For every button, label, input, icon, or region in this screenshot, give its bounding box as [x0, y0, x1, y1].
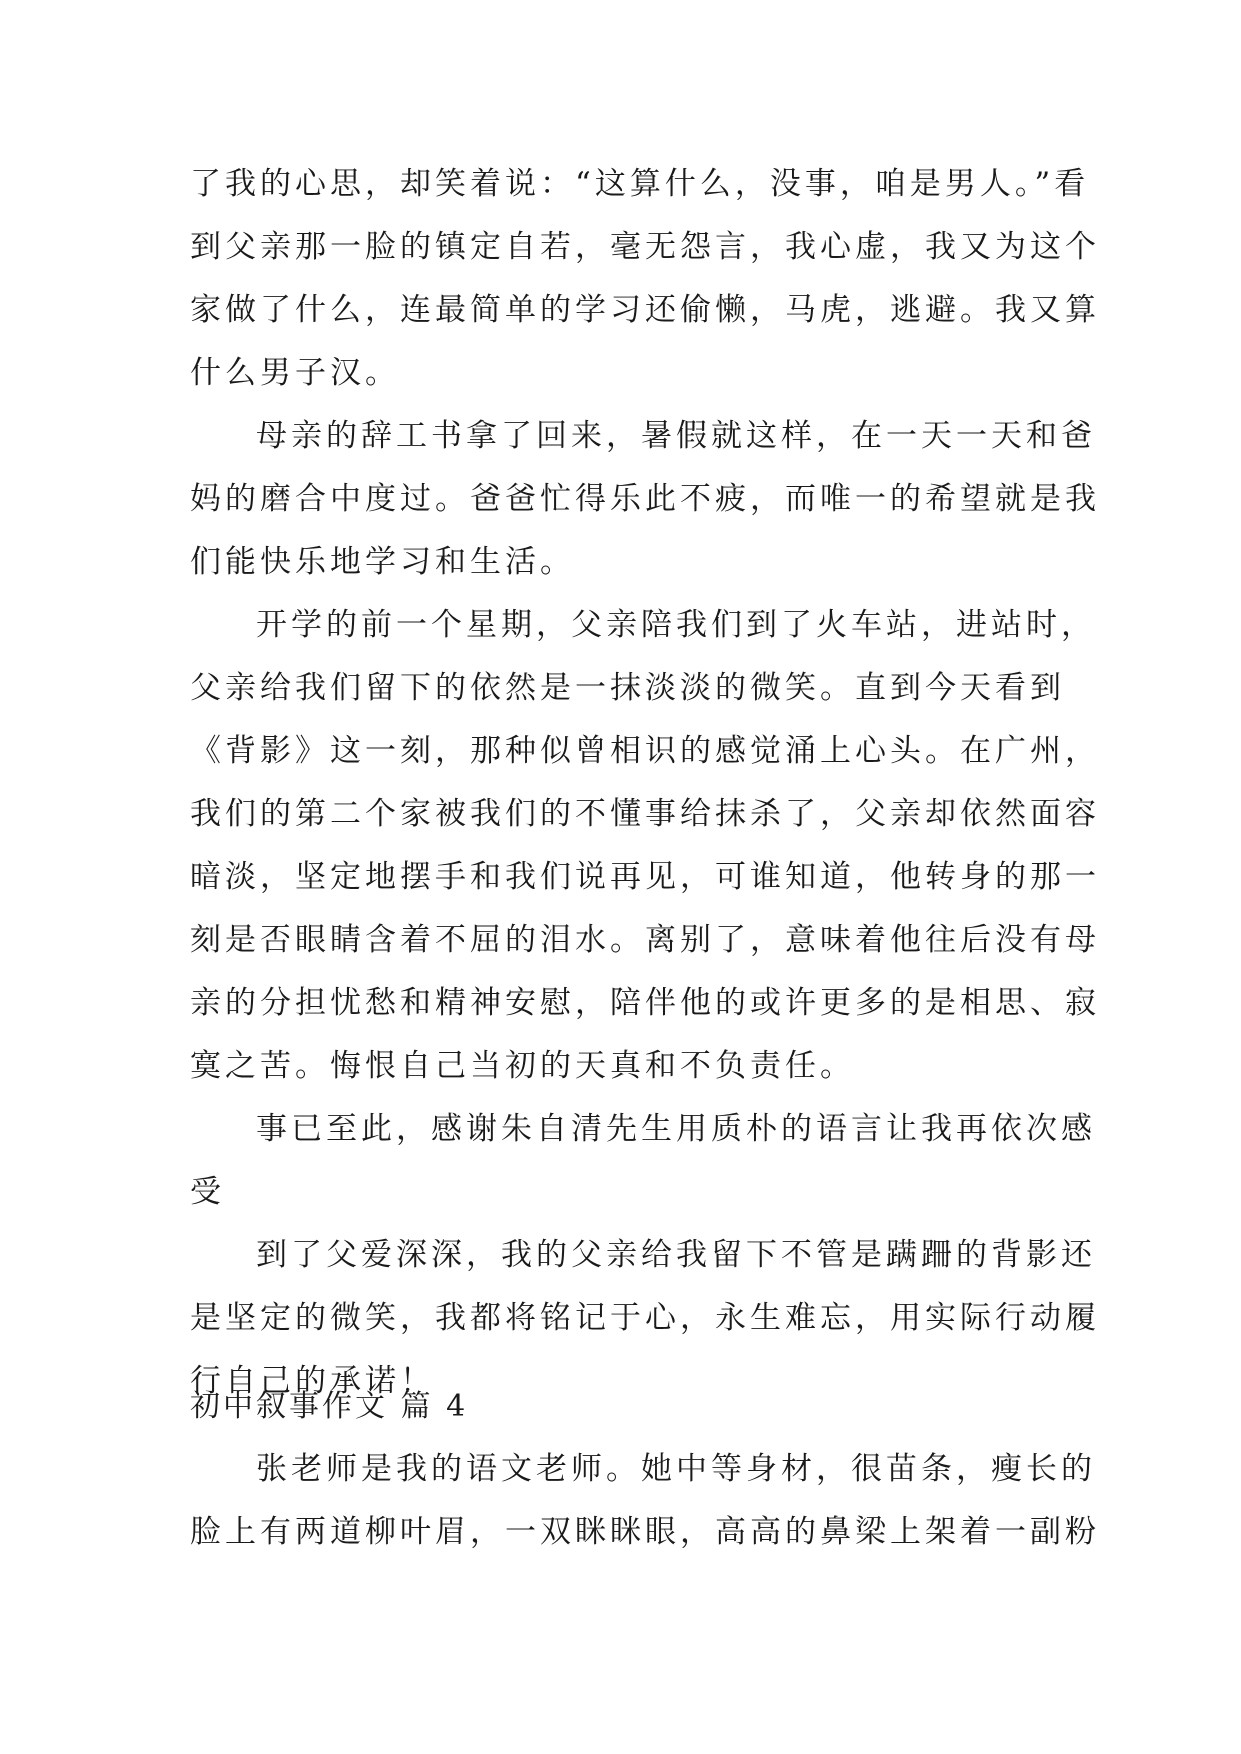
text-line: 我们的第二个家被我们的不懂事给抹杀了，父亲却依然面容 — [190, 796, 1100, 832]
text-line: 家做了什么，连最简单的学习还偷懒，马虎，逃避。我又算 — [190, 292, 1100, 328]
text-line: 了我的心思，却笑着说：“这算什么，没事，咱是男人。”看 — [190, 166, 1090, 202]
text-line: 事已至此，感谢朱自清先生用质朴的语言让我再依次感 — [256, 1111, 1096, 1147]
text-line: 到了父爱深深，我的父亲给我留下不管是蹒跚的背影还 — [256, 1237, 1096, 1273]
text-line: 到父亲那一脸的镇定自若，毫无怨言，我心虚，我又为这个 — [190, 229, 1100, 265]
text-line: 母亲的辞工书拿了回来，暑假就这样，在一天一天和爸 — [256, 418, 1096, 454]
text-line: 亲的分担忧愁和精神安慰，陪伴他的或许更多的是相思、寂 — [190, 985, 1100, 1021]
essay-text-block — [190, 153, 1100, 1413]
text-line: 妈的磨合中度过。爸爸忙得乐此不疲，而唯一的希望就是我 — [190, 481, 1100, 517]
text-line: 张老师是我的语文老师。她中等身材，很苗条，瘦长的 — [256, 1451, 1096, 1487]
text-line: 开学的前一个星期，父亲陪我们到了火车站，进站时， — [256, 607, 1096, 643]
text-line: 刻是否眼睛含着不屈的泪水。离别了，意味着他往后没有母 — [190, 922, 1100, 958]
text-line: 脸上有两道柳叶眉，一双眯眯眼，高高的鼻梁上架着一副粉 — [190, 1514, 1100, 1550]
text-line: 什么男子汉。 — [190, 355, 400, 391]
text-line: 寞之苦。悔恨自己当初的天真和不负责任。 — [190, 1048, 855, 1084]
text-line: 《背影》这一刻，那种似曾相识的感觉涌上心头。在广州， — [190, 733, 1100, 769]
text-line: 们能快乐地学习和生活。 — [190, 544, 575, 580]
text-line: 受 — [190, 1174, 225, 1210]
essay-text-block-2 — [190, 1438, 1100, 1564]
text-line: 是坚定的微笑，我都将铭记于心，永生难忘，用实际行动履 — [190, 1300, 1100, 1336]
text-line: 父亲给我们留下的依然是一抹淡淡的微笑。直到今天看到 — [190, 670, 1065, 706]
section-heading: 初中叙事作文 篇 4 — [190, 1389, 469, 1424]
text-line: 暗淡，坚定地摆手和我们说再见，可谁知道，他转身的那一 — [190, 859, 1100, 895]
text-line: 行自己的承诺！ — [190, 1363, 435, 1399]
